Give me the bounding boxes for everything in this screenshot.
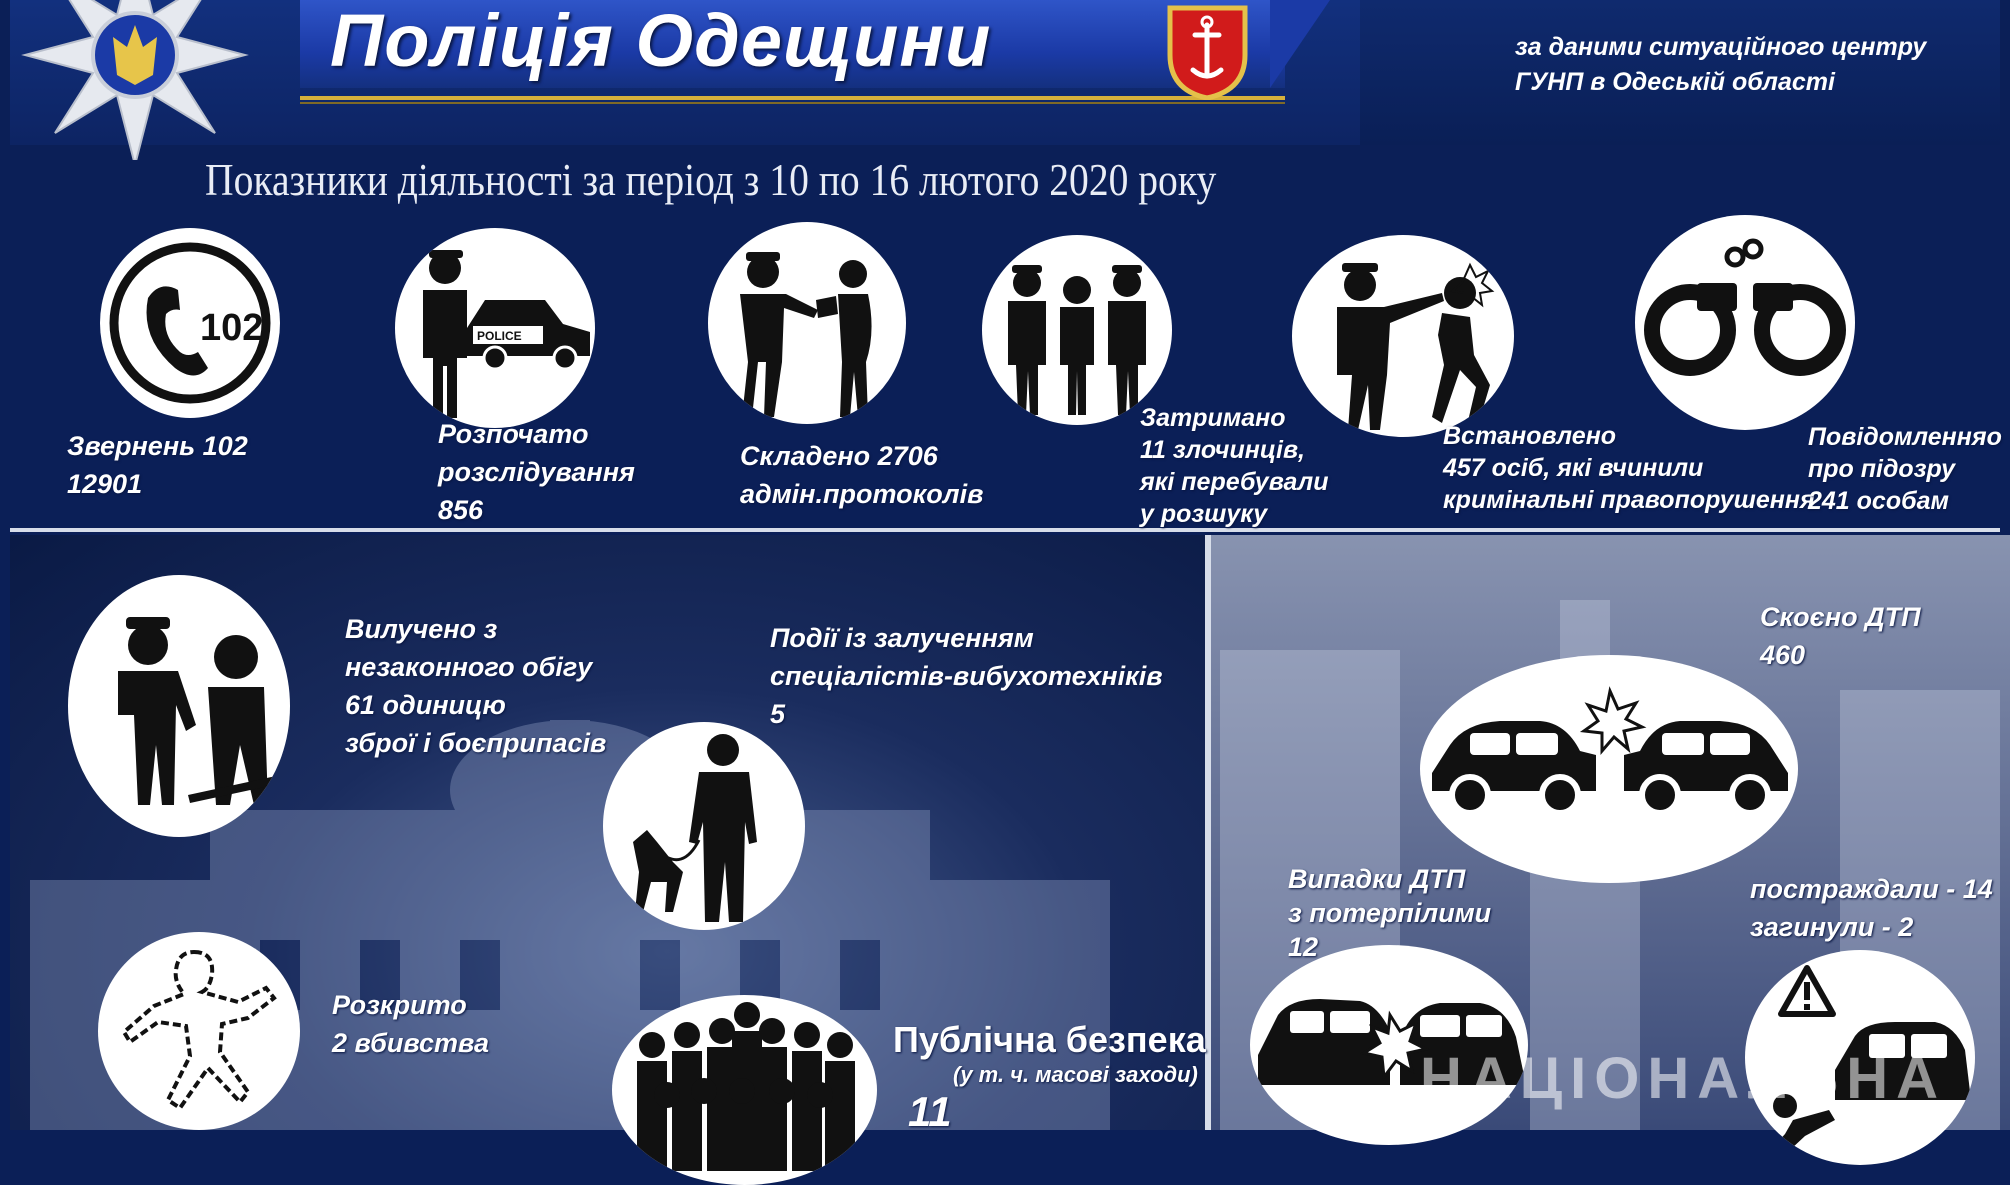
suspicion-line-1: Повідомленняо [1808, 423, 2002, 451]
identified-label [1443, 420, 1815, 516]
injury-accidents-line-1: Випадки ДТП [1288, 864, 1466, 894]
protocols-line-1: Складено 2706 [740, 441, 938, 471]
victims-label [1750, 870, 1993, 946]
investigations-line-3: 856 [438, 495, 484, 525]
national-police-watermark: НАЦІОНАЛЬНА [1420, 1046, 1947, 1111]
police-car-icon [395, 228, 595, 428]
identified-line-3: кримінальні правопорушення [1443, 486, 1815, 514]
crowd-icon [612, 995, 877, 1185]
calls-label [67, 427, 248, 503]
explosives-label [770, 619, 1163, 733]
public-safety-line-2: (у т. ч. масові заходи) [953, 1062, 1198, 1087]
identified-line-1: Встановлено [1443, 422, 1617, 450]
police-car-text: POLICE [477, 329, 522, 343]
public-safety-line-1: Публічна безпека [893, 1019, 1206, 1060]
protocols-line-2: адмін.протоколів [740, 479, 984, 509]
injury-accidents-line-2: з потерпілими [1288, 898, 1492, 928]
gold-divider [300, 96, 1285, 100]
public-safety-label [893, 1018, 1206, 1136]
investigations-line-1: Розпочато [438, 419, 589, 449]
suspicion-line-3: 241 особам [1808, 487, 1949, 515]
weapons-label [345, 610, 606, 762]
explosives-line-2: спеціалістів-вибухотехніків [770, 661, 1163, 691]
page-title: Поліція Одещини [330, 0, 992, 82]
calls-line-2: 12901 [67, 469, 143, 499]
phone-102-icon [100, 228, 280, 418]
accidents-line-2: 460 [1760, 640, 1806, 670]
detained-line-3: які перебували [1140, 468, 1329, 496]
weapons-seized-icon [68, 575, 290, 837]
phone-number-text: 102 [200, 307, 264, 349]
weapons-line-4: зброї і боєприпасів [345, 728, 607, 758]
police-star-badge-icon [10, 0, 260, 160]
public-safety-line-3: 11 [908, 1088, 952, 1135]
odesa-coat-of-arms-icon [1165, 0, 1250, 100]
identified-line-2: 457 осіб, які вчинили [1443, 454, 1704, 482]
protocols-label [740, 437, 983, 513]
victims-line-1: постраждали - 14 [1750, 874, 1993, 904]
detained-label [1140, 402, 1329, 530]
investigations-label [438, 415, 635, 529]
murders-line-1: Розкрито [332, 990, 467, 1020]
gold-divider-shadow [300, 102, 1285, 104]
protocol-icon [708, 222, 906, 424]
calls-line-1: Звернень 102 [67, 431, 248, 461]
explosives-dog-icon [603, 722, 805, 930]
explosives-line-3: 5 [770, 699, 786, 729]
weapons-line-1: Вилучено з [345, 614, 498, 644]
murders-line-2: 2 вбивства [332, 1028, 489, 1058]
suspicion-line-2: про підозру [1808, 455, 1955, 483]
injury-accidents-line-3: 12 [1288, 932, 1319, 962]
accidents-label [1760, 598, 1921, 674]
data-source-note [1515, 30, 1995, 100]
weapons-line-2: незаконного обігу [345, 652, 593, 682]
detained-line-2: 11 злочинців, [1140, 436, 1305, 464]
period-subtitle: Показники діяльності за період з 10 по 16 лютого 2020 року [205, 154, 1217, 205]
handcuffs-icon [1635, 215, 1855, 430]
detained-line-4: у розшуку [1140, 500, 1268, 528]
source-line-2: ГУНП в Одеській області [1515, 68, 1835, 96]
explosives-line-1: Події із залученням [770, 623, 1034, 653]
victims-line-2: загинули - 2 [1750, 912, 1914, 942]
murders-label [332, 986, 489, 1062]
source-line-1: за даними ситуаційного центру [1515, 33, 1927, 61]
detained-line-1: Затримано [1140, 404, 1286, 432]
title-ribbon-tail [1270, 0, 1330, 88]
arrest-icon [1292, 235, 1514, 437]
investigations-line-2: розслідування [438, 457, 635, 487]
accidents-line-1: Скоєно ДТП [1760, 602, 1921, 632]
detained-icon [982, 235, 1172, 425]
weapons-line-3: 61 одиницю [345, 690, 506, 720]
car-collision-icon [1420, 655, 1798, 883]
body-outline-icon [98, 932, 300, 1130]
suspicion-label [1808, 421, 2002, 517]
